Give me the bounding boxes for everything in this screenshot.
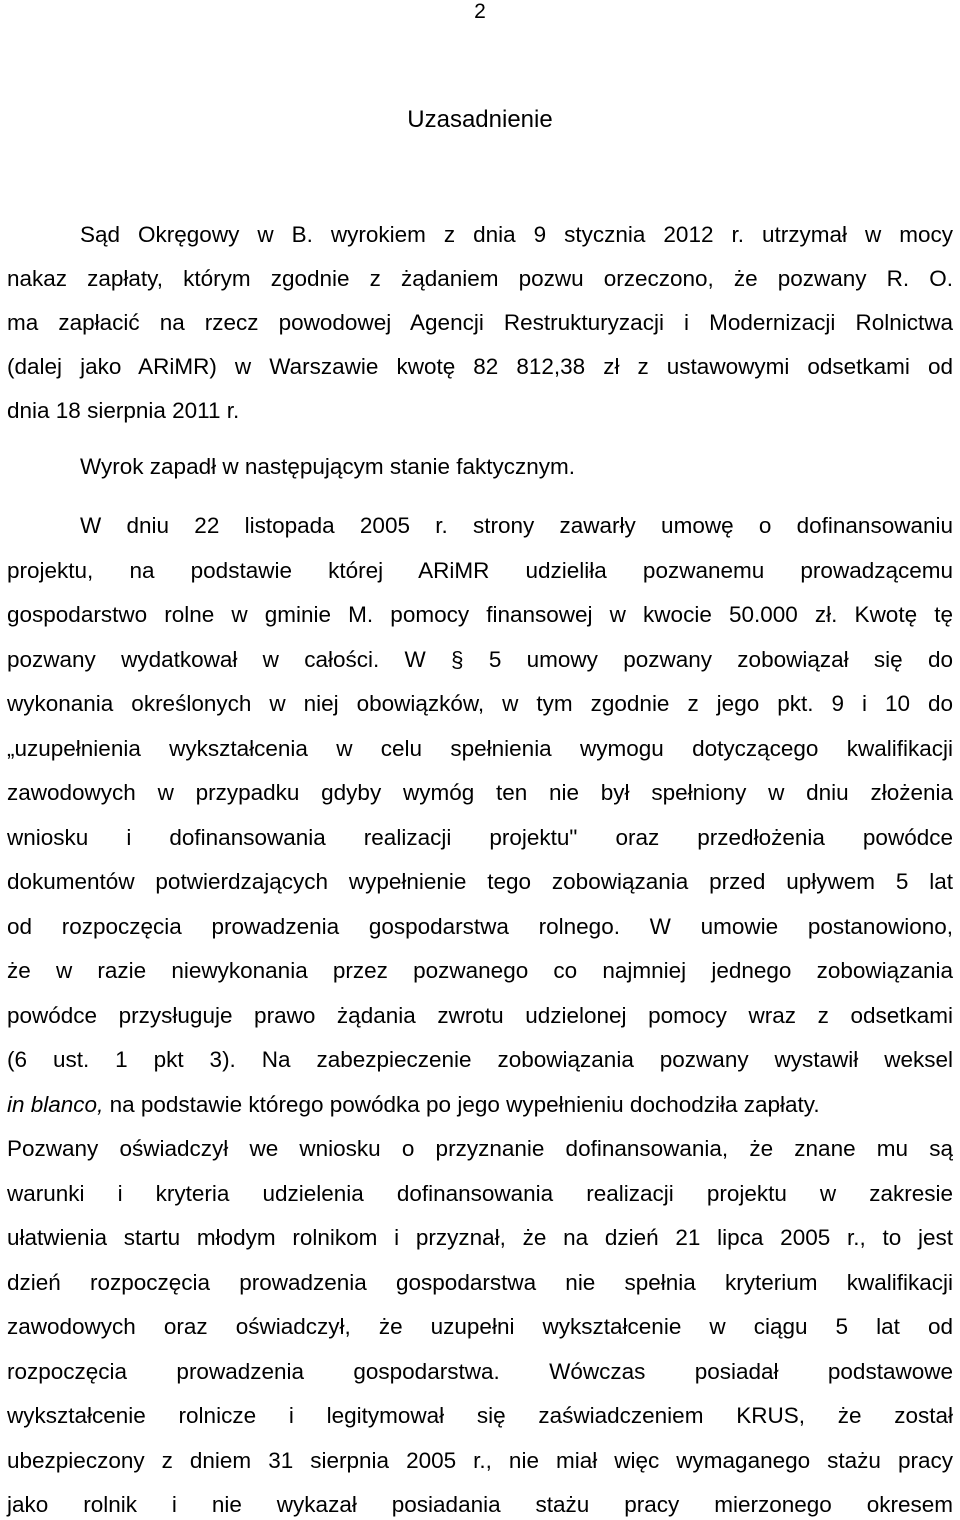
paragraph-2: Wyrok zapadł w następującym stanie faktycznym. <box>80 454 575 479</box>
italic-term: in blanco, <box>7 1092 104 1117</box>
text-line: warunki i kryteria udzielenia dofinansowania realizacji projektu w zakresie <box>7 1181 953 1206</box>
text-line: Pozwany oświadczył we wniosku o przyznanie dofinansowania, że znane mu są <box>7 1136 953 1161</box>
text-line: jako rolnik i nie wykazał posiadania stażu pracy mierzonego okresem <box>7 1492 953 1517</box>
text-line: wykonania określonych w niej obowiązków, w tym zgodnie z jego pkt. 9 i 10 do <box>7 691 953 716</box>
text-line: dokumentów potwierdzających wypełnienie tego zobowiązania przed upływem 5 lat <box>7 869 953 894</box>
text-line: „uzupełnienia wykształcenia w celu spełnienia wymogu dotyczącego kwalifikacji <box>7 736 953 761</box>
text-line: (6 ust. 1 pkt 3). Na zabezpieczenie zobowiązania pozwany wystawił weksel <box>7 1047 953 1072</box>
line-rest: na podstawie którego powódka po jego wypełnieniu dochodziła zapłaty. <box>103 1092 820 1117</box>
text-line: ułatwienia startu młodym rolnikom i przyznał, że na dzień 21 lipca 2005 r., to jest <box>7 1225 953 1250</box>
text-line: dnia 18 sierpnia 2011 r. <box>7 398 240 423</box>
text-line: nakaz zapłaty, którym zgodnie z żądaniem pozwu orzeczono, że pozwany R. O. <box>7 266 953 291</box>
text-line: W dniu 22 listopada 2005 r. strony zawarły umowę o dofinansowaniu <box>80 513 953 538</box>
text-line: projektu, na podstawie której ARiMR udzieliła pozwanemu prowadzącemu <box>7 558 953 583</box>
text-line: zawodowych w przypadku gdyby wymóg ten nie był spełniony w dniu złożenia <box>7 780 953 805</box>
text-line <box>7 1092 953 1118</box>
text-line: wniosku i dofinansowania realizacji projektu" oraz przedłożenia powódce <box>7 825 953 850</box>
text-line: pozwany wydatkował w całości. W § 5 umowy pozwany zobowiązał się do <box>7 647 953 672</box>
text-line: (dalej jako ARiMR) w Warszawie kwotę 82 812,38 zł z ustawowymi odsetkami od <box>7 354 953 379</box>
text-line: od rozpoczęcia prowadzenia gospodarstwa rolnego. W umowie postanowiono, <box>7 914 953 939</box>
text-line: dzień rozpoczęcia prowadzenia gospodarstwa nie spełnia kryterium kwalifikacji <box>7 1270 953 1295</box>
text-line: wykształcenie rolnicze i legitymował się zaświadczeniem KRUS, że został <box>7 1403 953 1428</box>
text-line: ma zapłacić na rzecz powodowej Agencji Restrukturyzacji i Modernizacji Rolnictwa <box>7 310 953 335</box>
text-line: gospodarstwo rolne w gminie M. pomocy finansowej w kwocie 50.000 zł. Kwotę tę <box>7 602 953 627</box>
text-line: zawodowych oraz oświadczył, że uzupełni wykształcenie w ciągu 5 lat od <box>7 1314 953 1339</box>
text-line: powódce przysługuje prawo żądania zwrotu udzielonej pomocy wraz z odsetkami <box>7 1003 953 1028</box>
text-line: Sąd Okręgowy w B. wyrokiem z dnia 9 stycznia 2012 r. utrzymał w mocy <box>80 222 953 247</box>
text-line: rozpoczęcia prowadzenia gospodarstwa. Wówczas posiadał podstawowe <box>7 1359 953 1384</box>
page-number: 2 <box>474 0 486 23</box>
text-line: ubezpieczony z dniem 31 sierpnia 2005 r., nie miał więc wymaganego stażu pracy <box>7 1448 953 1473</box>
document-heading: Uzasadnienie <box>407 106 553 133</box>
text-line: że w razie niewykonania przez pozwanego co najmniej jednego zobowiązania <box>7 958 953 983</box>
